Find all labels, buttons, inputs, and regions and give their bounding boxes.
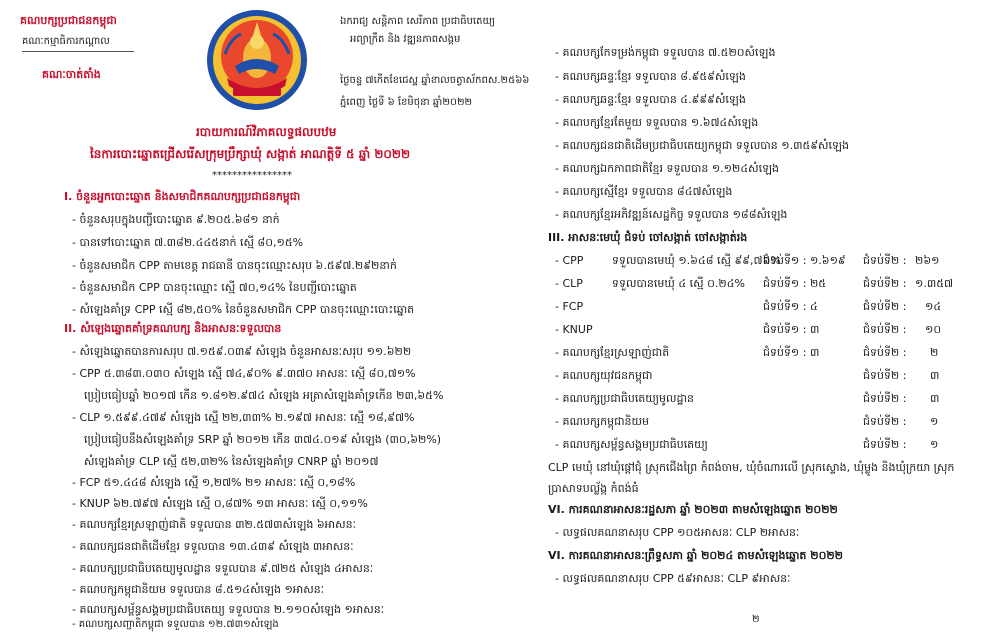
list-item: - គណបក្សខ្មែរអភិវឌ្ឍន៍សេដ្ឋកិច្ច ទទួលបាន ១៨៨សំឡេង: [555, 208, 788, 221]
list-item: - បានទៅបោះឆ្នោត ៧.៣៨២.៤៤៥នាក់ ស្មើ ៨០,១៥%: [72, 236, 304, 249]
list-item: - ចំនួនសរុបក្នុងបញ្ជីបោះឆ្នោត ៩.២០៥.៦៨១ នាក់: [72, 213, 280, 226]
senate-seat-result: - លទ្ធផលគណនាសរុប CPP ៥៩អាសនៈ CLP ៩អាសនៈ: [555, 572, 791, 585]
deputy2-label: ជំទប់ទី២ :: [863, 346, 907, 359]
deputy2-count: ១.៣៥៧: [915, 277, 954, 290]
table-row: [555, 323, 593, 336]
clp-comparison-line: ប្រៀបធៀបនឹងសំឡេងគាំទ្រ SRP ឆ្នាំ ២០១២ កើន ៣៧៤.០១៩ សំឡេង (៣០,៦២%): [84, 433, 442, 446]
list-item: - សំឡេងគាំទ្រ CPP ស្មើ ៨២,៥០% នៃចំនួនសមាជិក CPP បានចុះឈ្មោះបោះឆ្នោត: [72, 303, 415, 316]
clp-commune-note: CLP មេឃុំ នៅឃុំផ្ដៅជុំ ស្រុកជើងព្រៃ កំពង់ចាម, ឃុំចំណារលើ ស្រុកស្ទោង, ឃុំម្លូង និងឃុំក្រយា ស្រុក: [548, 461, 955, 474]
list-item: - គណបក្សឆន្ទៈខ្មែរ ទទួលបាន ៨.៩៥៩សំឡេង: [555, 70, 746, 83]
cpp-emblem-logo: [205, 8, 309, 112]
deputy1-count: ជំទប់ទី១ : ៤: [763, 300, 818, 313]
party-label: - គណបក្សប្រជាធិបតេយ្យមូលដ្ឋាន: [555, 392, 694, 405]
table-row: [555, 346, 669, 362]
list-item: - ចំនួនសមាជិក CPP តាមខេត្ត រាជធានី បានចុះឈ្មោះសរុប ៦.៥៩៧.២៩២នាក់: [72, 259, 397, 272]
list-item: - គណបក្សសម្ព័ន្ធសង្គមប្រជាធិបតេយ្យ ទទួលបាន ២.១១០សំឡេង ១អាសនៈ: [72, 603, 385, 616]
deputy2-label: ជំទប់ទី២ :: [863, 438, 907, 451]
deputy2-count: ១: [930, 438, 939, 451]
list-item: - ចំនួនសមាជិក CPP បានចុះឈ្មោះ ស្មើ ៧០,១៤% នៃបញ្ជីបោះឆ្នោត: [72, 281, 357, 294]
section7-heading: VI. ការគណនាអាសនៈព្រឹទ្ធសភា ឆ្នាំ ២០២៤ តាមសំឡេងឆ្នោត ២០២២: [548, 549, 844, 562]
lunar-date: ថ្ងៃចន្ទ ៧កើតខែជេស្ឋ ឆ្នាំខាលចត្វាស័កពស.២៥៦៦: [340, 75, 530, 86]
party-label: - CPP: [555, 254, 584, 267]
list-item: - គណបក្សកែទម្រង់កម្ពុជា ទទួលបាន ៧.៥២០សំឡេង: [555, 46, 776, 59]
section2-heading: II. សំឡេងឆ្នោតគាំទ្រគណបក្ស និងអាសនៈទទួលបាន: [64, 322, 282, 335]
deputy2-label: ជំទប់ទី២ :: [863, 369, 907, 382]
solar-date: ភ្នំពេញ ថ្ងៃទី ៦ ខែមិថុនា ឆ្នាំ២០២២: [340, 97, 473, 108]
list-item: - គណបក្សជនជាតិដើមខ្មែរ ទទួលបាន ១៣.៤៣៩ សំឡេង ៣អាសនៈ: [72, 540, 354, 553]
title-stars-divider: ****************: [212, 170, 292, 181]
list-item: - គណបក្សខ្មែរស្រឡាញ់ជាតិ ទទួលបាន ៣២.៥៧៣សំឡេង ៦អាសនៈ: [72, 518, 356, 531]
committee-name: គណៈកម្មាធិការកណ្ដាល: [22, 36, 110, 47]
total-votes-line: - សំឡេងឆ្នោតបានការសរុប ៧.១៥៩.០៣៩ សំឡេង ចំនួនអាសនៈសរុប ១១.៦២២: [72, 345, 412, 358]
deputy1-count: ជំទប់ទី១ : ៣: [763, 346, 820, 359]
list-item: - គណបក្សប្រជាធិបតេយ្យមូលដ្ឋាន ទទួលបាន ៩.៧២៥ សំឡេង ៤អាសនៈ: [72, 562, 374, 575]
list-item: - គណបក្សឆន្ទៈខ្មែរ ទទួលបាន ៤.៩៩៩សំឡេង: [555, 93, 746, 106]
party-name: គណបក្សប្រជាជនកម្ពុជា: [20, 14, 117, 27]
list-item: - គណបក្សជនជាតិដើមប្រជាធិបតេយ្យកម្ពុជា ទទួលបាន ១.៣៥៩សំឡេង: [555, 139, 849, 152]
deputy2-label: ជំទប់ទី២ :: [863, 277, 907, 290]
list-item: - គណបក្សស្មើខ្មែរ ទទួលបាន ៨៤៧សំឡេង: [555, 185, 733, 198]
list-item: - គណបក្សកម្ពុជានិយម ទទួលបាន ៨.៥១៤សំឡេង ១អាសនៈ: [72, 583, 325, 596]
report-title-line2: នៃការបោះឆ្នោតជ្រើសរើសក្រុមប្រឹក្សាឃុំ សង្កាត់ អាណត្តិទី ៥ ឆ្នាំ ២០២២: [90, 147, 411, 161]
clp-commune-note: ប្រាសាទបល្ល័ង្ក កំពង់ធំ: [548, 482, 639, 495]
table-row: [555, 254, 583, 267]
table-row: [555, 392, 694, 408]
deputy2-count: ១៤: [925, 300, 942, 313]
deputy2-label: ជំទប់ទី២ :: [863, 254, 907, 267]
table-row: [555, 438, 708, 454]
party-label: - KNUP: [555, 323, 593, 336]
commission-name: គណៈចាត់តាំង: [42, 68, 101, 81]
list-item: - គណបក្សខ្មែរតែមួយ ទទួលបាន ១.៦៧៤សំឡេង: [555, 116, 759, 129]
table-row: [555, 277, 583, 290]
party-label: - គណបក្សយុវជនកម្ពុជា: [555, 369, 653, 382]
deputy2-label: ជំទប់ទី២ :: [863, 415, 907, 428]
deputy2-count: ១០: [925, 323, 942, 336]
deputy2-count: ៣: [930, 392, 940, 405]
party-label: - FCP: [555, 300, 584, 313]
party-label: - គណបក្សកម្ពុជានិយម: [555, 415, 649, 428]
deputy1-count: ជំទប់ទី១ : ១.៦១៩: [763, 254, 846, 267]
fcp-result-line: - FCP ៥១.៤៤៨ សំឡេង ស្មើ ១,២៧% ២១ អាសនៈ ស្មើ ០,១៨%: [72, 476, 356, 489]
deputy2-count: ២៦១: [915, 254, 940, 267]
table-row: [555, 300, 583, 313]
party-label: - គណបក្សខ្មែរស្រឡាញ់ជាតិ: [555, 346, 670, 359]
party-label: - គណបក្សសម្ព័ន្ធសង្គមប្រជាធិបតេយ្យ: [555, 438, 708, 451]
cpp-result-line: - CPP ៥.៣៨៣.០៣០ សំឡេង ស្មើ ៧៤,៩០% ៩.៣៧០ អាសនៈ ស្មើ ៨០,៧១%: [72, 367, 416, 380]
deputy2-label: ជំទប់ទី២ :: [863, 323, 907, 336]
deputy2-label: ជំទប់ទី២ :: [863, 300, 907, 313]
kingdom-motto-line2: អព្យាក្រឹត និង វឌ្ឍនភាពសង្គម: [350, 34, 461, 45]
section3-heading: III. អាសនៈមេឃុំ ជំទប់ ចៅសង្កាត់ ចៅសង្កាត់រង: [548, 231, 748, 244]
page-number: ២: [752, 614, 760, 625]
clp-comparison-line: សំឡេងគាំទ្រ CLP ស្មើ ៥២,៣២% នៃសំឡេងគាំទ្រ CNRP ឆ្នាំ ២០១៧: [84, 455, 379, 468]
list-item: - គណបក្សសញ្ជាតិកម្ពុជា ទទួលបាន ១២.៧៣១សំឡេង: [72, 619, 279, 630]
section1-heading: I. ចំនួនអ្នកបោះឆ្នោត និងសមាជិកគណបក្សប្រជាជនកម្ពុជា: [64, 190, 301, 203]
deputy2-count: ២: [930, 346, 939, 359]
header-divider: [22, 51, 134, 52]
deputy2-label: ជំទប់ទី២ :: [863, 392, 907, 405]
report-title-line1: របាយការណ៍វិភាគលទ្ធផលបឋម: [196, 125, 337, 139]
deputy2-count: ១: [930, 415, 939, 428]
deputy2-count: ៣: [930, 369, 940, 382]
chief-count: ទទួលបានមេឃុំ ៤ ស្មើ ០.២៤%: [612, 277, 745, 290]
deputy1-count: ជំទប់ទី១ : ៣: [763, 323, 820, 336]
table-row: [555, 369, 653, 385]
kingdom-motto-line1: ឯករាជ្យ សន្តិភាព សេរីភាព ប្រជាធិបតេយ្យ: [340, 16, 495, 27]
cpp-comparison-line: ប្រៀបធៀបឆ្នាំ ២០១៧ កើន ១.៨១២.៩៧៤ សំឡេង អត្រាសំឡេងគាំទ្រកើន ២៣,៦៥%: [84, 389, 444, 402]
party-label: - CLP: [555, 277, 583, 290]
assembly-seat-result: - លទ្ធផលគណនាសរុប CPP ១០៥អាសនៈ CLP ២អាសនៈ: [555, 526, 800, 539]
list-item: - គណបក្សឯកភាពជាតិខ្មែរ ទទួលបាន ១.១២៤សំឡេង: [555, 162, 779, 175]
table-row: [555, 415, 649, 431]
section6-heading: VI. ការគណនាអាសនៈរដ្ឋសភា ឆ្នាំ ២០២៣ តាមសំឡេងឆ្នោត ២០២២: [548, 503, 838, 516]
knup-result-line: - KNUP ៦២.៧៩៧ សំឡេង ស្មើ ០,៨៧% ១៣ អាសនៈ ស្មើ ០,១១%: [72, 497, 368, 510]
chief-count: ទទួលបានមេឃុំ ១.៦៤៨ ស្មើ ៩៩,៧៦%: [612, 254, 781, 267]
clp-result-line: - CLP ១.៥៩៩.៤៧៩ សំឡេង ស្មើ ២២,៣៣% ២.១៩៧ អាសនៈ ស្មើ ១៨,៩៧%: [72, 411, 415, 424]
deputy1-count: ជំទប់ទី១ : ២៥: [763, 277, 827, 290]
